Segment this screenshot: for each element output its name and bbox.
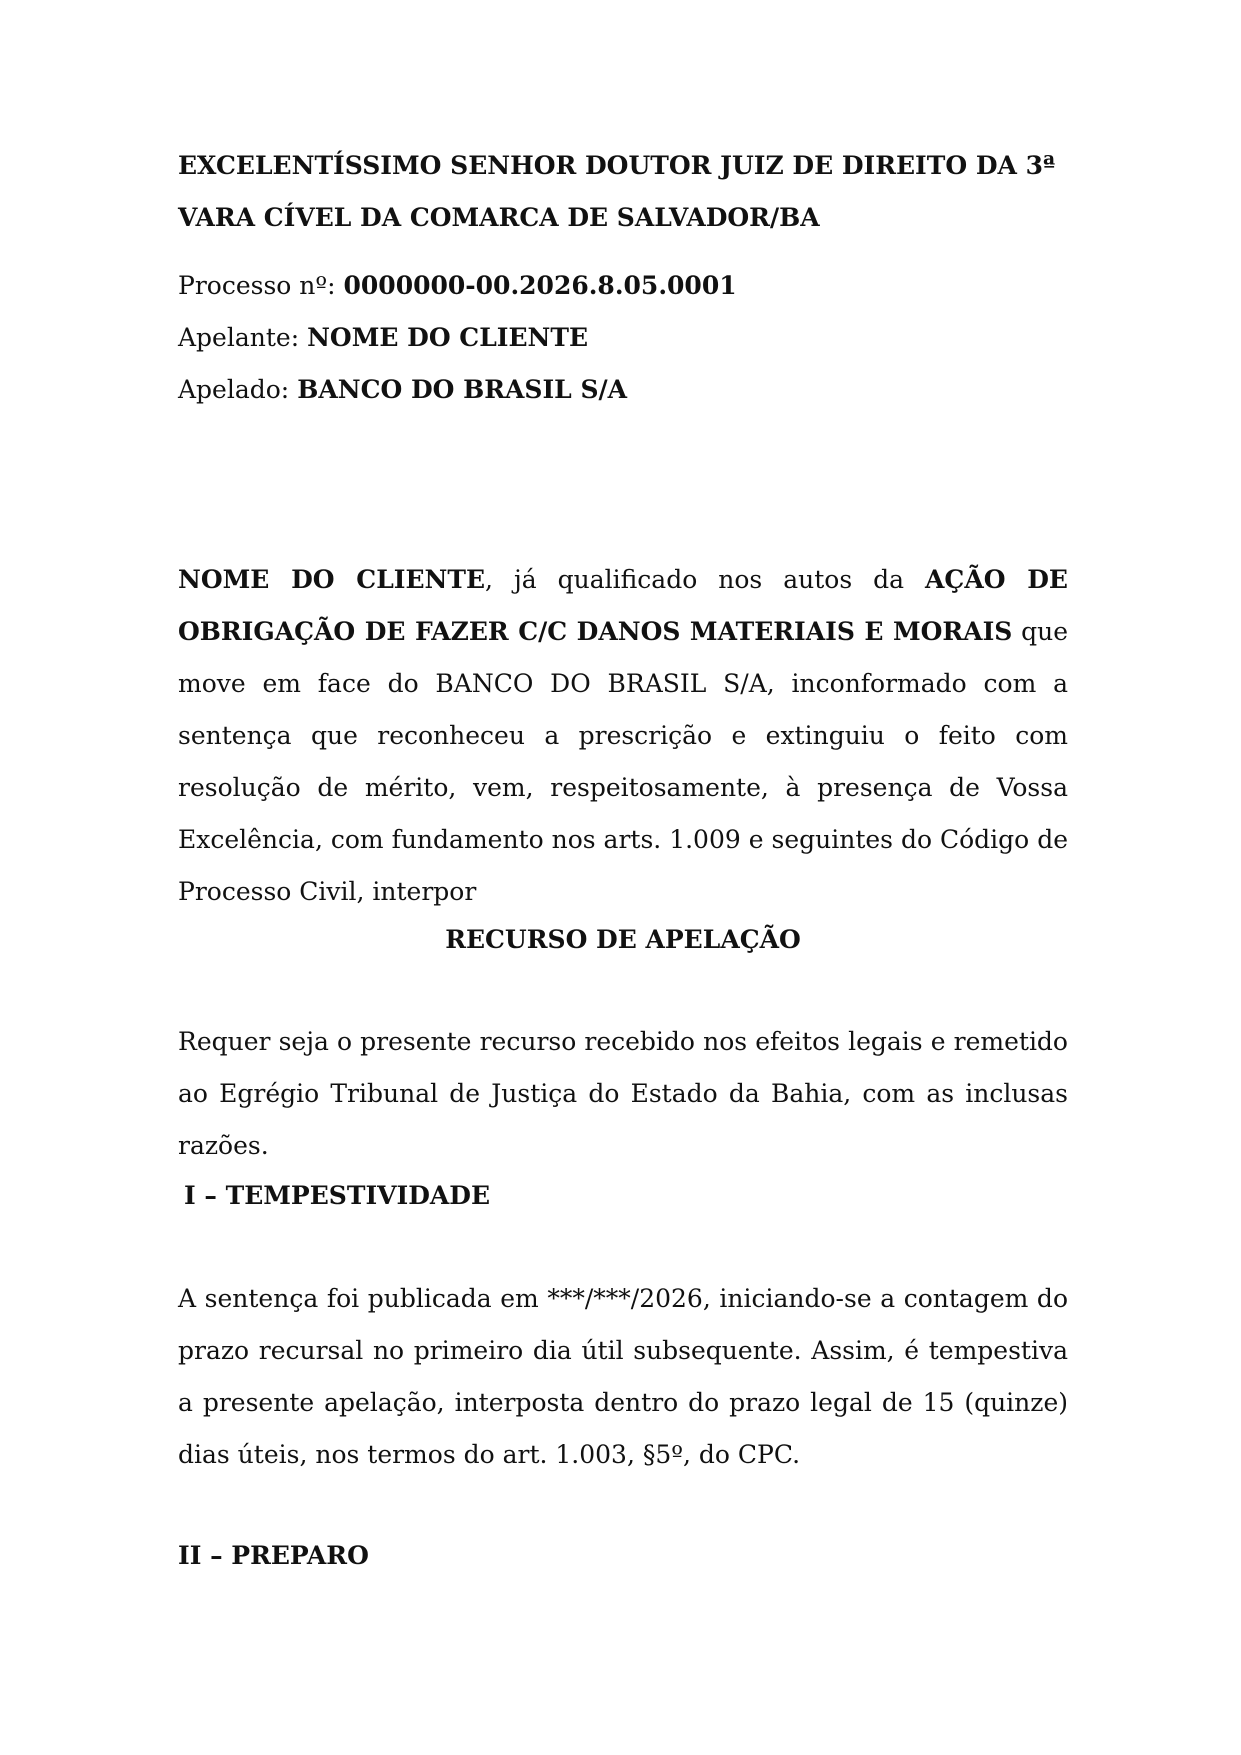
addressee-heading: EXCELENTÍSSIMO SENHOR DOUTOR JUIZ DE DIREITO DA 3ª VARA CÍVEL DA COMARCA DE SALVADOR/BA xyxy=(178,151,1056,232)
intro-text-1: , já qualificado nos autos da xyxy=(485,565,926,594)
appellant-label: Apelante: xyxy=(178,323,308,352)
intro-party: NOME DO CLIENTE xyxy=(178,565,486,594)
section-heading-timeliness: I – TEMPESTIVIDADE xyxy=(184,1181,491,1210)
process-number: 0000000-00.2026.8.05.0001 xyxy=(343,271,737,300)
section-heading-preparation: II – PREPARO xyxy=(178,1541,369,1570)
appellant-line xyxy=(178,312,1068,364)
request-paragraph: Requer seja o presente recurso recebido nos efeitos legais e remetido ao Egrégio Tribunal de Justiça do Estado da Bahia, com as inclusas razões. xyxy=(178,1027,1068,1160)
case-info xyxy=(178,260,1068,416)
intro-action: AÇÃO DE OBRIGAÇÃO DE FAZER C/C DANOS MATERIAIS E MORAIS xyxy=(178,565,1068,646)
appellant-name: NOME DO CLIENTE xyxy=(307,323,589,352)
intro-text-2: que move em face do BANCO DO BRASIL S/A, inconformado com a sentença que reconheceu a prescrição e extinguiu o feito com resolução de mérito, vem, respeitosamente, à presença de Vossa Excelência, com fundamento nos arts. 1.009 e seguintes do Código de Processo Civil, interpor xyxy=(178,617,1068,906)
appeal-title: RECURSO DE APELAÇÃO xyxy=(445,925,801,954)
process-label: Processo nº: xyxy=(178,271,344,300)
intro-paragraph xyxy=(178,554,1068,918)
appellee-label: Apelado: xyxy=(178,375,298,404)
appellee-name: BANCO DO BRASIL S/A xyxy=(297,375,628,404)
process-line xyxy=(178,260,1068,312)
appellee-line xyxy=(178,364,1068,416)
timeliness-paragraph: A sentença foi publicada em ***/***/2026, iniciando-se a contagem do prazo recursal no primeiro dia útil subsequente. Assim, é tempestiva a presente apelação, interposta dentro do prazo legal de 15 (quinze) dias úteis, nos termos do art. 1.003, §5º, do CPC. xyxy=(178,1284,1068,1469)
